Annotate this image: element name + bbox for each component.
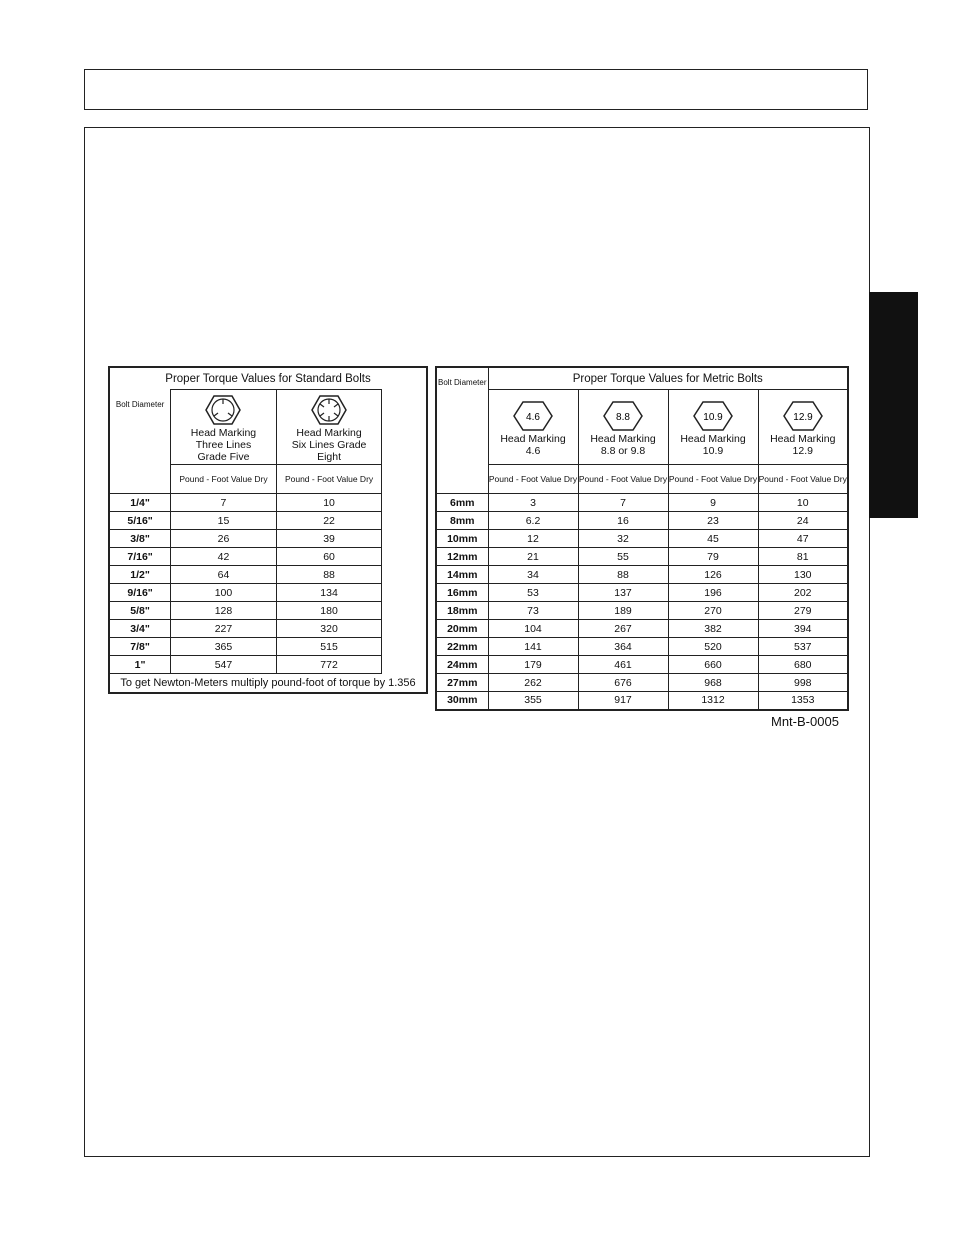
bolt-diameter: 3/8" bbox=[109, 530, 171, 548]
torque-value: 32 bbox=[578, 530, 668, 548]
torque-value: 355 bbox=[488, 692, 578, 710]
torque-value: 104 bbox=[488, 620, 578, 638]
bolt-diameter: 24mm bbox=[436, 656, 488, 674]
grade-five-units: Pound - Foot Value Dry bbox=[171, 465, 277, 494]
torque-value: 179 bbox=[488, 656, 578, 674]
standard-torque-table bbox=[108, 366, 428, 694]
bolt-diameter: 12mm bbox=[436, 548, 488, 566]
table-row bbox=[109, 548, 427, 566]
metric-grade-marking bbox=[668, 390, 758, 465]
torque-value: 26 bbox=[171, 530, 277, 548]
torque-value: 547 bbox=[171, 656, 277, 674]
bolt-diameter: 30mm bbox=[436, 692, 488, 710]
page-header-box bbox=[84, 69, 868, 110]
table-row bbox=[109, 638, 427, 656]
torque-value: 189 bbox=[578, 602, 668, 620]
torque-value: 365 bbox=[171, 638, 277, 656]
table-row bbox=[109, 584, 427, 602]
torque-value: 137 bbox=[578, 584, 668, 602]
bolt-diameter: 14mm bbox=[436, 566, 488, 584]
table-row bbox=[436, 638, 848, 656]
newton-meter-footnote: To get Newton-Meters multiply pound-foot of torque by 1.356 bbox=[120, 677, 416, 689]
figure-reference: Mnt-B-0005 bbox=[771, 714, 839, 729]
torque-value: 10 bbox=[758, 494, 848, 512]
torque-value: 126 bbox=[668, 566, 758, 584]
torque-value: 202 bbox=[758, 584, 848, 602]
torque-value: 461 bbox=[578, 656, 668, 674]
table-row bbox=[109, 530, 427, 548]
torque-value: 3 bbox=[488, 494, 578, 512]
hex-grade-label: 10.9 bbox=[703, 411, 723, 423]
torque-value: 1353 bbox=[758, 692, 848, 710]
torque-value: 53 bbox=[488, 584, 578, 602]
metric-grade-label: Head Marking 12.9 bbox=[770, 432, 836, 457]
bolt-diameter: 18mm bbox=[436, 602, 488, 620]
torque-value: 134 bbox=[276, 584, 382, 602]
torque-value: 34 bbox=[488, 566, 578, 584]
torque-value: 22 bbox=[276, 512, 382, 530]
torque-value: 88 bbox=[276, 566, 382, 584]
torque-value: 660 bbox=[668, 656, 758, 674]
hex-head-three-lines-icon bbox=[171, 394, 276, 426]
torque-value: 520 bbox=[668, 638, 758, 656]
table-row bbox=[436, 566, 848, 584]
bolt-diameter: 1" bbox=[109, 656, 171, 674]
table-row bbox=[436, 602, 848, 620]
torque-value: 24 bbox=[758, 512, 848, 530]
bolt-diameter: 5/16" bbox=[109, 512, 171, 530]
torque-value: 968 bbox=[668, 674, 758, 692]
metric-grade-marking bbox=[758, 390, 848, 465]
torque-value: 81 bbox=[758, 548, 848, 566]
metric-grade-label: Head Marking 4.6 bbox=[500, 432, 566, 457]
table-row bbox=[436, 656, 848, 674]
metric-grade-label: Head Marking 10.9 bbox=[680, 432, 746, 457]
hex-grade-label: 8.8 bbox=[616, 411, 630, 423]
hex-head-icon bbox=[759, 400, 848, 432]
torque-value: 45 bbox=[668, 530, 758, 548]
torque-value: 917 bbox=[578, 692, 668, 710]
bolt-diameter: 7/8" bbox=[109, 638, 171, 656]
metric-grade-marking bbox=[578, 390, 668, 465]
table-row bbox=[109, 566, 427, 584]
torque-value: 180 bbox=[276, 602, 382, 620]
hex-grade-label: 4.6 bbox=[526, 411, 540, 423]
hex-head-icon bbox=[669, 400, 758, 432]
torque-value: 196 bbox=[668, 584, 758, 602]
section-side-tab bbox=[869, 292, 918, 518]
bolt-diameter: 5/8" bbox=[109, 602, 171, 620]
torque-value: 47 bbox=[758, 530, 848, 548]
metric-grade-units: Pound - Foot Value Dry bbox=[578, 465, 668, 494]
table-row bbox=[436, 548, 848, 566]
torque-value: 537 bbox=[758, 638, 848, 656]
bolt-diameter: 1/2" bbox=[109, 566, 171, 584]
metric-grade-units: Pound - Foot Value Dry bbox=[758, 465, 848, 494]
metric-torque-table bbox=[435, 366, 849, 711]
torque-value: 270 bbox=[668, 602, 758, 620]
torque-value: 100 bbox=[171, 584, 277, 602]
torque-value: 364 bbox=[578, 638, 668, 656]
grade-five-label: Head Marking Three Lines Grade Five bbox=[190, 426, 257, 463]
table-row bbox=[436, 620, 848, 638]
torque-value: 6.2 bbox=[488, 512, 578, 530]
table-row bbox=[109, 656, 427, 674]
bolt-diameter: 10mm bbox=[436, 530, 488, 548]
grade-eight-label: Head Marking Six Lines Grade Eight bbox=[291, 426, 367, 463]
standard-table-title: Proper Torque Values for Standard Bolts bbox=[165, 372, 371, 385]
torque-value: 130 bbox=[758, 566, 848, 584]
metric-table-title: Proper Torque Values for Metric Bolts bbox=[488, 367, 848, 390]
grade-eight-units: Pound - Foot Value Dry bbox=[276, 465, 382, 494]
torque-value: 382 bbox=[668, 620, 758, 638]
bolt-diameter: 22mm bbox=[436, 638, 488, 656]
torque-value: 998 bbox=[758, 674, 848, 692]
bolt-diameter: 16mm bbox=[436, 584, 488, 602]
torque-value: 128 bbox=[171, 602, 277, 620]
torque-value: 676 bbox=[578, 674, 668, 692]
torque-value: 320 bbox=[276, 620, 382, 638]
table-row bbox=[436, 494, 848, 512]
grade-eight-marking bbox=[276, 390, 382, 465]
torque-value: 1312 bbox=[668, 692, 758, 710]
torque-value: 141 bbox=[488, 638, 578, 656]
torque-value: 394 bbox=[758, 620, 848, 638]
torque-value: 23 bbox=[668, 512, 758, 530]
torque-value: 9 bbox=[668, 494, 758, 512]
bolt-diameter: 9/16" bbox=[109, 584, 171, 602]
torque-value: 88 bbox=[578, 566, 668, 584]
torque-value: 279 bbox=[758, 602, 848, 620]
torque-value: 227 bbox=[171, 620, 277, 638]
standard-diameter-header: Bolt Diameter bbox=[109, 390, 171, 465]
metric-grade-marking bbox=[488, 390, 578, 465]
bolt-diameter: 8mm bbox=[436, 512, 488, 530]
torque-value: 262 bbox=[488, 674, 578, 692]
hex-grade-label: 12.9 bbox=[793, 411, 813, 423]
torque-value: 267 bbox=[578, 620, 668, 638]
table-row bbox=[109, 494, 427, 512]
bolt-diameter: 3/4" bbox=[109, 620, 171, 638]
bolt-diameter: 7/16" bbox=[109, 548, 171, 566]
torque-value: 10 bbox=[276, 494, 382, 512]
bolt-diameter: 27mm bbox=[436, 674, 488, 692]
grade-five-marking bbox=[171, 390, 277, 465]
bolt-diameter: 20mm bbox=[436, 620, 488, 638]
torque-value: 7 bbox=[578, 494, 668, 512]
torque-value: 55 bbox=[578, 548, 668, 566]
table-row bbox=[436, 692, 848, 710]
metric-grade-units: Pound - Foot Value Dry bbox=[668, 465, 758, 494]
hex-head-icon bbox=[489, 400, 578, 432]
torque-value: 7 bbox=[171, 494, 277, 512]
torque-value: 73 bbox=[488, 602, 578, 620]
table-row bbox=[436, 674, 848, 692]
torque-value: 15 bbox=[171, 512, 277, 530]
torque-value: 21 bbox=[488, 548, 578, 566]
torque-value: 16 bbox=[578, 512, 668, 530]
table-row bbox=[109, 512, 427, 530]
torque-value: 64 bbox=[171, 566, 277, 584]
torque-value: 79 bbox=[668, 548, 758, 566]
metric-grade-label: Head Marking 8.8 or 9.8 bbox=[590, 432, 656, 457]
table-row bbox=[109, 620, 427, 638]
bolt-diameter: 1/4" bbox=[109, 494, 171, 512]
table-row bbox=[436, 512, 848, 530]
table-row bbox=[109, 602, 427, 620]
table-row bbox=[436, 530, 848, 548]
torque-value: 515 bbox=[276, 638, 382, 656]
torque-value: 12 bbox=[488, 530, 578, 548]
torque-value: 680 bbox=[758, 656, 848, 674]
metric-diameter-header: Bolt Diameter bbox=[436, 367, 488, 494]
bolt-diameter: 6mm bbox=[436, 494, 488, 512]
torque-value: 60 bbox=[276, 548, 382, 566]
table-row bbox=[436, 584, 848, 602]
hex-head-icon bbox=[579, 400, 668, 432]
torque-value: 42 bbox=[171, 548, 277, 566]
hex-head-six-lines-icon bbox=[277, 394, 382, 426]
torque-value: 39 bbox=[276, 530, 382, 548]
metric-grade-units: Pound - Foot Value Dry bbox=[488, 465, 578, 494]
torque-value: 772 bbox=[276, 656, 382, 674]
